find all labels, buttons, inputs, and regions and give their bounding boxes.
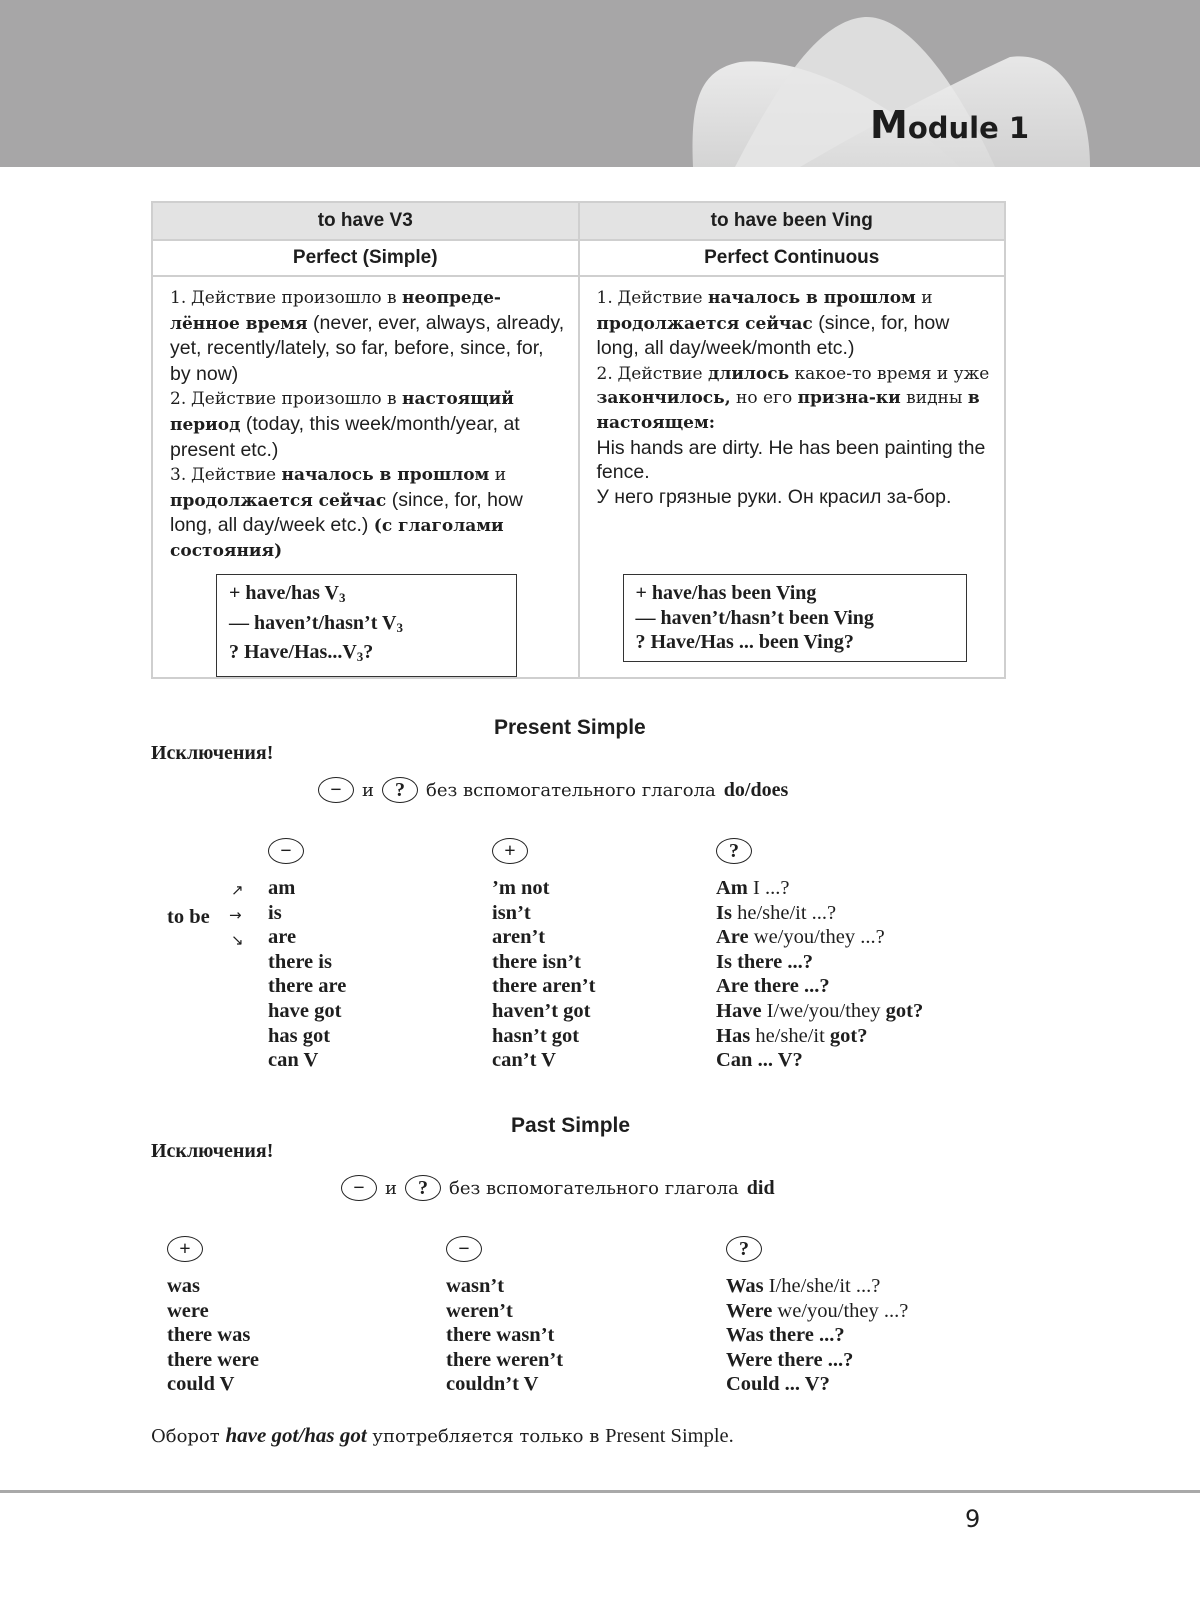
list-item: Was there ...? bbox=[726, 1324, 845, 1347]
arrow-down-right-icon: ↘ bbox=[231, 931, 244, 949]
example-english: His hands are dirty. He has been painting the fence. bbox=[596, 436, 986, 484]
perfect-simple-formula-box bbox=[216, 574, 517, 677]
present-col-3 bbox=[716, 838, 923, 1073]
col1-tense-header: Perfect (Simple) bbox=[152, 240, 579, 276]
past-col-3 bbox=[726, 1236, 908, 1397]
column-symbol-oval-icon: ? bbox=[726, 1236, 762, 1262]
usage-point: 1. Действие началось в прошлом и продолжается сейчас (since, for, how long, all day/week/month etc.) bbox=[596, 288, 950, 360]
formula-negative: — haven’t/hasn’t been Ving bbox=[635, 606, 874, 629]
col1-body bbox=[152, 276, 579, 678]
list-item: Is he/she/it ...? bbox=[716, 901, 837, 924]
list-item: could V bbox=[167, 1373, 235, 1396]
list-item: there wasn’t bbox=[446, 1324, 555, 1347]
column-symbol-oval-icon: − bbox=[268, 838, 304, 864]
column-symbol-oval-icon: + bbox=[492, 838, 528, 864]
to-be-label: to be bbox=[167, 906, 210, 928]
negative-oval-icon: − bbox=[318, 777, 354, 803]
list-item: there aren’t bbox=[492, 975, 596, 998]
list-item: Was I/he/she/it ...? bbox=[726, 1275, 881, 1297]
list-item: there is bbox=[268, 950, 332, 973]
list-item: there are bbox=[268, 975, 347, 998]
present-rule-line: − и ? без вспомогательного глагола do/does bbox=[318, 777, 788, 803]
col2-form-header: to have been Ving bbox=[579, 202, 1006, 240]
example-russian: У него грязные руки. Он красил за-бор. bbox=[596, 485, 952, 508]
list-item: there weren’t bbox=[446, 1348, 564, 1371]
list-item: were bbox=[167, 1299, 209, 1322]
arrow-up-right-icon: ↗ bbox=[231, 881, 244, 899]
arrow-right-icon: → bbox=[229, 906, 242, 924]
present-exceptions-label: Исключения! bbox=[151, 742, 274, 764]
list-item: Can ... V? bbox=[716, 1049, 803, 1072]
list-item: ’m not bbox=[492, 877, 550, 899]
usage-point: 2. Действие произошло в настоящий период (today, this week/month/year, at present etc.) bbox=[170, 389, 520, 461]
perfect-tenses-table bbox=[151, 201, 1006, 679]
list-item: Are there ...? bbox=[716, 975, 830, 998]
list-item: Have I/we/you/they got? bbox=[716, 999, 924, 1022]
column-symbol-oval-icon: + bbox=[167, 1236, 203, 1262]
list-item: wasn’t bbox=[446, 1275, 505, 1297]
formula-affirmative: + have/has $V_3$ bbox=[229, 582, 346, 605]
list-item: aren’t bbox=[492, 926, 546, 949]
list-item: Were there ...? bbox=[726, 1348, 854, 1371]
list-item: weren’t bbox=[446, 1299, 513, 1322]
formula-question: ? Have/Has ... been Ving? bbox=[635, 631, 854, 653]
list-item: hasn’t got bbox=[492, 1024, 580, 1047]
past-col-1 bbox=[167, 1236, 259, 1397]
list-item: couldn’t V bbox=[446, 1373, 539, 1396]
list-item: am bbox=[268, 877, 296, 899]
list-item: Could ... V? bbox=[726, 1373, 830, 1396]
have-got-note: Оборот have got/has got употребляется только в Present Simple. bbox=[151, 1423, 734, 1447]
col2-tense-header: Perfect Continuous bbox=[579, 240, 1006, 276]
usage-point: 1. Действие произошло в неопреде-лённое время (never, ever, always, already, yet, recently/lately, so far, before, since, for, by now) bbox=[170, 288, 565, 385]
list-item: are bbox=[268, 926, 297, 949]
col1-form-header: to have V3 bbox=[152, 202, 579, 240]
list-item: have got bbox=[268, 999, 342, 1022]
list-item: Were we/you/they ...? bbox=[726, 1299, 909, 1322]
usage-point: 3. Действие началось в прошлом и продолжается сейчас (since, for, how long, all day/week etc.) (с глаголами состояния) bbox=[170, 465, 523, 561]
formula-question: ? Have/$Has...V_3$? bbox=[229, 641, 374, 664]
formula-negative: — haven’t/hasn’t $V_3$ bbox=[229, 611, 403, 635]
list-item: Am I ...? bbox=[716, 877, 790, 899]
list-item: Is there ...? bbox=[716, 950, 813, 973]
col2-body bbox=[579, 276, 1006, 678]
past-rule-line: − и ? без вспомогательного глагола did bbox=[341, 1175, 775, 1201]
list-item: isn’t bbox=[492, 901, 531, 924]
list-item: was bbox=[167, 1275, 201, 1297]
list-item: has got bbox=[268, 1024, 331, 1047]
list-item: haven’t got bbox=[492, 999, 591, 1022]
col1-usage-text bbox=[153, 277, 578, 564]
past-col-2 bbox=[446, 1236, 563, 1397]
list-item: Has he/she/it got? bbox=[716, 1024, 868, 1047]
negative-oval-icon: − bbox=[341, 1175, 377, 1201]
list-item: Are we/you/they ...? bbox=[716, 926, 885, 949]
list-item: there were bbox=[167, 1348, 260, 1371]
question-oval-icon: ? bbox=[382, 777, 418, 803]
list-item: is bbox=[268, 901, 282, 924]
page-header-band bbox=[0, 0, 1200, 167]
present-col-1 bbox=[268, 838, 346, 1073]
page-number: 9 bbox=[965, 1505, 981, 1533]
usage-point: 2. Действие длилось какое-то время и уже закончилось, но его призна-ки видны в настоящем: bbox=[596, 363, 990, 433]
column-symbol-oval-icon: ? bbox=[716, 838, 752, 864]
present-col-2 bbox=[492, 838, 595, 1073]
col2-usage-text bbox=[580, 277, 1005, 509]
list-item: can’t V bbox=[492, 1049, 556, 1072]
column-symbol-oval-icon: − bbox=[446, 1236, 482, 1262]
footer-divider bbox=[0, 1490, 1200, 1493]
module-title: Module 1 bbox=[870, 103, 1030, 147]
past-simple-title: Past Simple bbox=[511, 1114, 631, 1137]
list-item: there isn’t bbox=[492, 950, 582, 973]
past-exceptions-label: Исключения! bbox=[151, 1140, 274, 1162]
list-item: there was bbox=[167, 1324, 251, 1347]
question-oval-icon: ? bbox=[405, 1175, 441, 1201]
present-simple-title: Present Simple bbox=[494, 716, 646, 739]
list-item: can V bbox=[268, 1049, 319, 1072]
perfect-continuous-formula-box bbox=[623, 574, 967, 662]
formula-affirmative: + have/has been Ving bbox=[635, 582, 817, 604]
